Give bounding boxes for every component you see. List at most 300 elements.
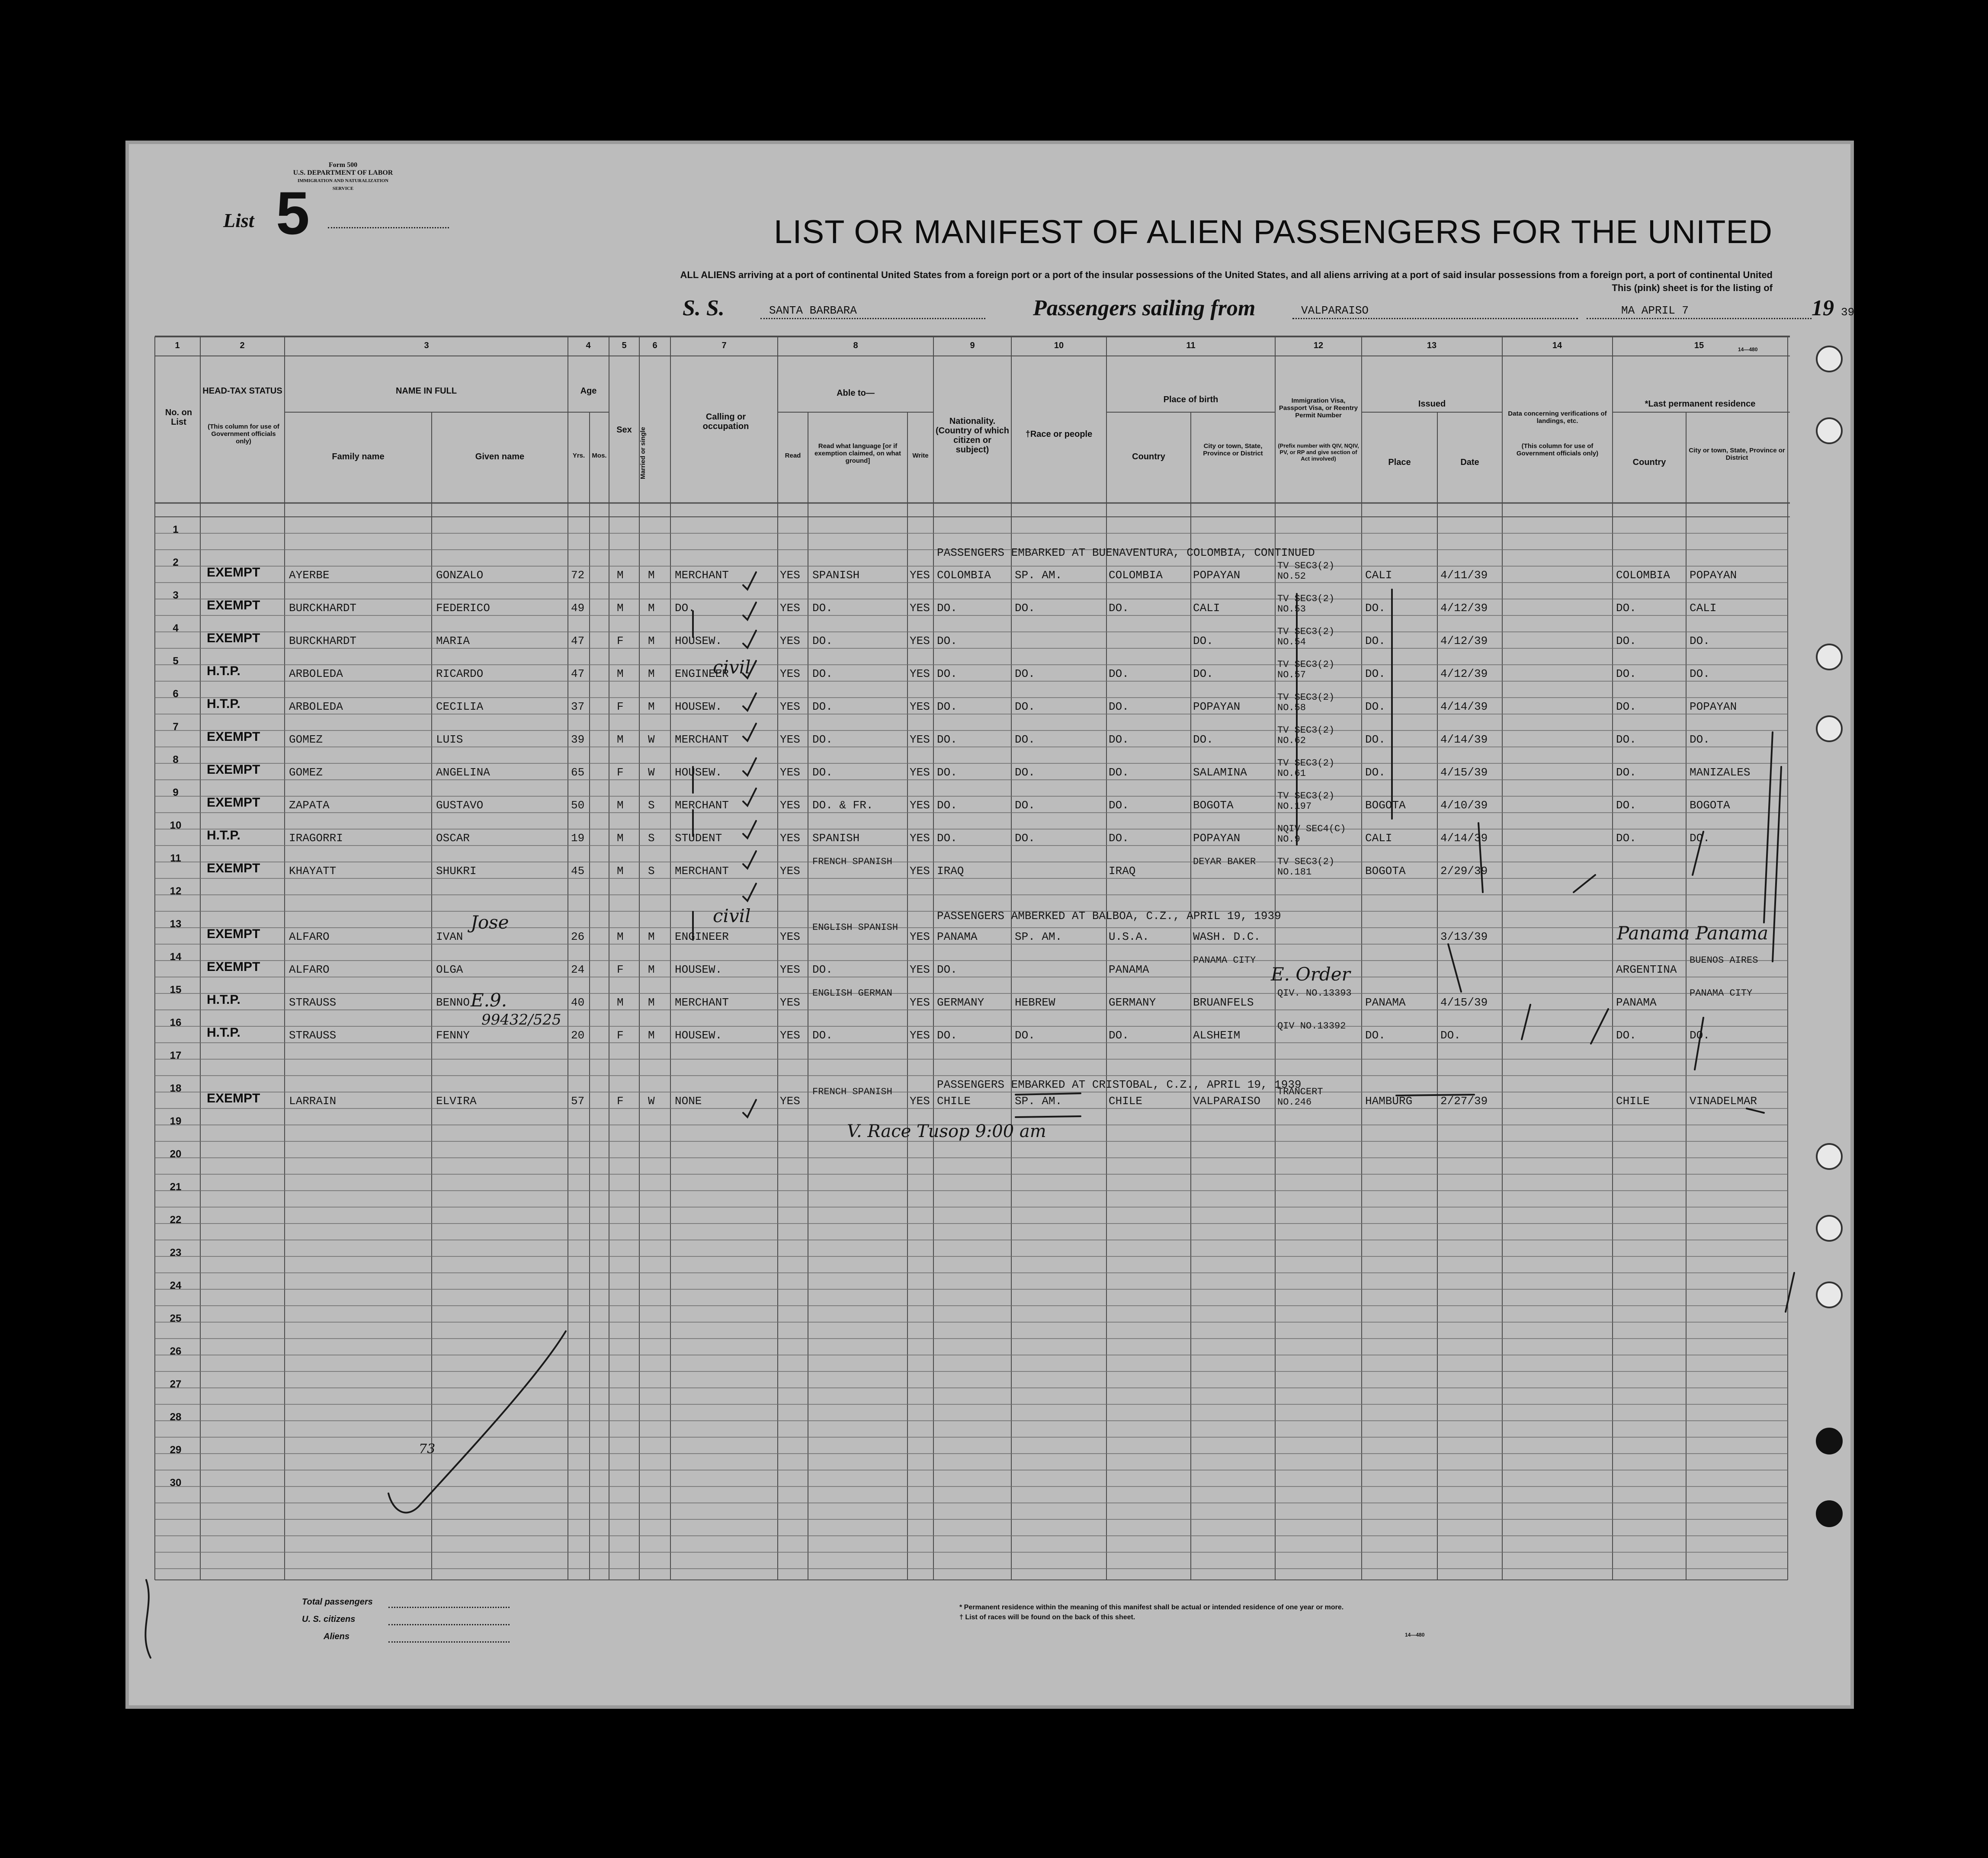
age-years: 72 <box>571 569 585 582</box>
col-number-8: 8 <box>853 341 858 350</box>
row-number: 17 <box>170 1050 182 1061</box>
issued-date: 4/14/39 <box>1440 733 1488 746</box>
birth-country: PANAMA <box>1109 963 1149 976</box>
read-language: FRENCH SPANISH <box>812 1086 892 1097</box>
col-number-7: 7 <box>721 341 727 350</box>
birth-country: DO. <box>1109 832 1129 845</box>
issued-date: 4/15/39 <box>1440 766 1488 779</box>
marital-status: M <box>648 634 655 647</box>
marital-status: M <box>648 569 655 582</box>
residence-city: POPAYAN <box>1690 700 1737 713</box>
marital-status: W <box>648 733 655 746</box>
col-number-11: 11 <box>1186 341 1196 350</box>
issued-date: 4/10/39 <box>1440 799 1488 812</box>
birth-city: POPAYAN <box>1193 832 1241 845</box>
section-note: PASSENGERS EMBARKED AT CRISTOBAL, C.Z., APRIL 19, 1939 <box>937 1078 1302 1091</box>
head-tax-status: EXEMPT <box>207 1091 260 1105</box>
ship-name: SANTA BARBARA <box>769 304 857 317</box>
occupation: DO. <box>675 602 695 615</box>
header-residence-city: City or town, State, Province or District <box>1689 447 1785 461</box>
sex: F <box>617 1029 624 1042</box>
issued-place: CALI <box>1365 832 1392 845</box>
residence-country: DO. <box>1616 799 1636 812</box>
given-name: SHUKRI <box>436 865 477 878</box>
occupation: ENGINEER <box>675 667 729 680</box>
header-age: Age <box>580 386 597 396</box>
header-race: †Race or people <box>1025 429 1093 439</box>
issued-date: DO. <box>1440 1029 1461 1042</box>
can-write: YES <box>910 996 930 1009</box>
read-language: ENGLISH GERMAN <box>812 988 892 999</box>
visa-number: TV SEC3(2) NO.62 <box>1277 725 1335 746</box>
can-read: YES <box>780 766 800 779</box>
department-name: U.S. DEPARTMENT OF LABOR <box>293 169 393 176</box>
service-name: IMMIGRATION AND NATURALIZATION SERVICE <box>297 178 389 191</box>
marital-status: M <box>648 963 655 976</box>
nationality: DO. <box>937 602 957 615</box>
birth-city: DEYAR BAKER <box>1193 856 1256 867</box>
can-write: YES <box>910 569 930 582</box>
marital-status: M <box>648 700 655 713</box>
family-name: BURCKHARDT <box>289 602 357 615</box>
race: DO. <box>1015 733 1035 746</box>
age-years: 47 <box>571 667 585 680</box>
can-write: YES <box>910 766 930 779</box>
row-number: 24 <box>170 1280 182 1291</box>
occupation: ENGINEER <box>675 930 729 943</box>
issued-date: 4/11/39 <box>1440 569 1488 582</box>
occupation: MERCHANT <box>675 996 729 1009</box>
issued-date: 4/12/39 <box>1440 667 1488 680</box>
issued-place: BOGOTA <box>1365 865 1406 878</box>
read-language: DO. <box>812 733 833 746</box>
can-read: YES <box>780 1029 800 1042</box>
col-number-1: 1 <box>175 341 180 350</box>
sex: F <box>617 963 624 976</box>
row-number: 30 <box>170 1477 182 1489</box>
birth-city: CALI <box>1193 602 1220 615</box>
row-number: 14 <box>170 951 182 963</box>
issued-place: DO. <box>1365 634 1385 647</box>
residence-country: DO. <box>1616 832 1636 845</box>
header-issued: Issued <box>1418 399 1446 409</box>
marital-status: M <box>648 996 655 1009</box>
manifest-sheet <box>129 144 1855 1705</box>
year-suffix: 39 <box>1841 306 1855 319</box>
header-birth-city: City or town, State, Province or District <box>1203 442 1263 457</box>
occupation: MERCHANT <box>675 733 729 746</box>
birth-country: DO. <box>1109 1029 1129 1042</box>
head-tax-status: EXEMPT <box>207 631 260 645</box>
header-issued-date: Date <box>1460 458 1479 467</box>
can-write: YES <box>910 700 930 713</box>
residence-country: DO. <box>1616 667 1636 680</box>
given-name: OSCAR <box>436 832 470 845</box>
header-verifications-note: (This column for use of Government officials only) <box>1516 442 1599 457</box>
given-name: FEDERICO <box>436 602 490 615</box>
birth-city: DO. <box>1193 733 1213 746</box>
race: SP. AM. <box>1015 1095 1062 1108</box>
row-number: 4 <box>173 622 179 634</box>
birth-city: VALPARAISO <box>1193 1095 1261 1108</box>
visa-number: TV SEC3(2) NO.181 <box>1277 856 1335 878</box>
nationality: DO. <box>937 634 957 647</box>
subtitle-line-2: This (pink) sheet is for the listing of <box>1612 282 1773 293</box>
age-years: 26 <box>571 930 585 943</box>
handwritten-residence: Panama Panama <box>1617 923 1769 944</box>
read-language: DO. <box>812 700 833 713</box>
residence-city: BUENOS AIRES <box>1690 955 1758 966</box>
issued-place: PANAMA <box>1365 996 1406 1009</box>
header-write: Write <box>912 452 929 459</box>
header-calling: Calling or occupation <box>702 412 749 431</box>
given-name: FENNY <box>436 1029 470 1042</box>
row-number: 2 <box>173 557 179 568</box>
family-name: AYERBE <box>289 569 330 582</box>
race: DO. <box>1015 799 1035 812</box>
list-label: List <box>223 209 254 231</box>
head-tax-status: EXEMPT <box>207 565 260 580</box>
citizens-line <box>388 1624 510 1625</box>
sex: M <box>617 799 624 812</box>
nationality: DO. <box>937 832 957 845</box>
age-years: 40 <box>571 996 585 1009</box>
sex: F <box>617 1095 624 1108</box>
row-number: 3 <box>173 589 179 601</box>
col-number-10: 10 <box>1054 341 1064 350</box>
handwritten-given-name: Jose <box>471 912 509 933</box>
issued-place: CALI <box>1365 569 1392 582</box>
residence-city: DO. <box>1690 733 1710 746</box>
birth-country: CHILE <box>1109 1095 1143 1108</box>
header-name-in-full: NAME IN FULL <box>395 386 457 396</box>
handwritten-occupation: civil <box>713 905 751 926</box>
issued-place: HAMBURG <box>1365 1095 1413 1108</box>
sex: M <box>617 667 624 680</box>
marital-status: M <box>648 930 655 943</box>
header-given-name: Given name <box>475 452 525 461</box>
residence-city: DO. <box>1690 1029 1710 1042</box>
given-name: LUIS <box>436 733 463 746</box>
sex: M <box>617 865 624 878</box>
nationality: PANAMA <box>937 930 978 943</box>
sex: F <box>617 700 624 713</box>
age-years: 20 <box>571 1029 585 1042</box>
read-language: DO. <box>812 1029 833 1042</box>
header-residence-country: Country <box>1632 458 1666 467</box>
given-name: ELVIRA <box>436 1095 477 1108</box>
issued-place: DO. <box>1365 733 1385 746</box>
handwritten-note: E.9. <box>471 990 507 1011</box>
visa-number: QIV NO.13392 <box>1277 1021 1346 1032</box>
section-note: PASSENGERS EMBARKED AT BUENAVENTURA, COLOMBIA, CONTINUED <box>937 546 1315 559</box>
head-tax-status: H.T.P. <box>207 828 240 843</box>
given-name: GONZALO <box>436 569 484 582</box>
occupation: MERCHANT <box>675 799 729 812</box>
head-tax-status: EXEMPT <box>207 598 260 612</box>
occupation: HOUSEW. <box>675 1029 722 1042</box>
issued-date: 4/12/39 <box>1440 634 1488 647</box>
form-code-bottom: 14—480 <box>1405 1632 1425 1638</box>
sex: M <box>617 832 624 845</box>
row-number: 27 <box>170 1378 182 1390</box>
head-tax-status: H.T.P. <box>207 1025 240 1040</box>
age-years: 65 <box>571 766 585 779</box>
can-write: YES <box>910 930 930 943</box>
aliens-label: Aliens <box>324 1632 350 1641</box>
total-passengers-label: Total passengers <box>302 1597 373 1607</box>
can-read: YES <box>780 799 800 812</box>
footnote-races: † List of races will be found on the back of this sheet. <box>959 1614 1135 1621</box>
family-name: ARBOLEDA <box>289 700 343 713</box>
nationality: CHILE <box>937 1095 971 1108</box>
can-read: YES <box>780 865 800 878</box>
given-name: ANGELINA <box>436 766 490 779</box>
birth-city: ALSHEIM <box>1193 1029 1241 1042</box>
birth-city: DO. <box>1193 667 1213 680</box>
row-number: 29 <box>170 1444 182 1456</box>
section-note: PASSENGERS AMBERKED AT BALBOA, C.Z., APRIL 19, 1939 <box>937 910 1281 923</box>
row-number: 6 <box>173 688 179 700</box>
marital-status: S <box>648 799 655 812</box>
header-verifications: Data concerning verifications of landings, etc. <box>1508 410 1607 425</box>
header-head-tax: HEAD-TAX STATUS <box>202 386 282 396</box>
row-number: 23 <box>170 1247 182 1259</box>
row-number: 5 <box>173 655 179 667</box>
age-years: 45 <box>571 865 585 878</box>
occupation: NONE <box>675 1095 702 1108</box>
header-age-mos: Mos. <box>592 452 607 459</box>
can-write: YES <box>910 602 930 615</box>
can-write: YES <box>910 1029 930 1042</box>
header-family-name: Family name <box>332 452 385 461</box>
row-number: 1 <box>173 524 179 535</box>
birth-country: IRAQ <box>1109 865 1136 878</box>
race: DO. <box>1015 832 1035 845</box>
issued-date: 4/14/39 <box>1440 700 1488 713</box>
residence-country: DO. <box>1616 602 1636 615</box>
can-write: YES <box>910 832 930 845</box>
row-number: 7 <box>173 721 179 733</box>
can-read: YES <box>780 667 800 680</box>
residence-country: DO. <box>1616 634 1636 647</box>
col-number-14: 14 <box>1552 341 1562 350</box>
read-language: DO. <box>812 634 833 647</box>
issued-date: 3/13/39 <box>1440 930 1488 943</box>
col-number-6: 6 <box>652 341 657 350</box>
residence-country: DO. <box>1616 700 1636 713</box>
manifest-grid <box>129 144 1850 1705</box>
birth-city: DO. <box>1193 634 1213 647</box>
sex: M <box>617 602 624 615</box>
handwritten-signature: V. Race Tusop 9:00 am <box>847 1121 1046 1141</box>
issued-place: BOGOTA <box>1365 799 1406 812</box>
row-number: 16 <box>170 1017 182 1028</box>
race: SP. AM. <box>1015 930 1062 943</box>
issued-place: DO. <box>1365 700 1385 713</box>
residence-city: DO. <box>1690 667 1710 680</box>
can-write: YES <box>910 634 930 647</box>
family-name: GOMEZ <box>289 766 323 779</box>
residence-city: PANAMA CITY <box>1690 988 1753 999</box>
head-tax-status: EXEMPT <box>207 960 260 974</box>
col-number-13: 13 <box>1427 341 1437 350</box>
col-number-3: 3 <box>424 341 429 350</box>
birth-city: POPAYAN <box>1193 700 1241 713</box>
us-citizens-label: U. S. citizens <box>302 1615 356 1624</box>
row-number: 15 <box>170 984 182 996</box>
form-number: Form 500 <box>328 161 358 169</box>
given-name: RICARDO <box>436 667 484 680</box>
header-age-yrs: Yrs. <box>572 452 585 459</box>
race: SP. AM. <box>1015 569 1062 582</box>
age-years: 24 <box>571 963 585 976</box>
birth-country: DO. <box>1109 733 1129 746</box>
row-number: 19 <box>170 1115 182 1127</box>
nationality: DO. <box>937 766 957 779</box>
head-tax-status: H.T.P. <box>207 664 240 678</box>
birth-city: PANAMA CITY <box>1193 955 1256 966</box>
family-name: ALFARO <box>289 963 330 976</box>
residence-country: DO. <box>1616 733 1636 746</box>
can-read: YES <box>780 602 800 615</box>
residence-country: PANAMA <box>1616 996 1657 1009</box>
head-tax-status: EXEMPT <box>207 927 260 941</box>
can-read: YES <box>780 930 800 943</box>
header-visa: Immigration Visa, Passport Visa, or Reentry Permit Number <box>1279 397 1358 419</box>
residence-country: CHILE <box>1616 1095 1650 1108</box>
can-read: YES <box>780 569 800 582</box>
issued-place: DO. <box>1365 602 1385 615</box>
birth-city: POPAYAN <box>1193 569 1241 582</box>
read-language: SPANISH <box>812 569 860 582</box>
family-name: BURCKHARDT <box>289 634 357 647</box>
read-language: FRENCH SPANISH <box>812 856 892 867</box>
row-number: 13 <box>170 918 182 930</box>
family-name: KHAYATT <box>289 865 337 878</box>
occupation: MERCHANT <box>675 569 729 582</box>
given-name: CECILIA <box>436 700 484 713</box>
issued-date: 2/29/39 <box>1440 865 1488 878</box>
sex: M <box>617 569 624 582</box>
header-issued-place: Place <box>1388 458 1411 467</box>
row-number: 25 <box>170 1313 182 1324</box>
marital-status: M <box>648 667 655 680</box>
family-name: LARRAIN <box>289 1095 337 1108</box>
nationality: DO. <box>937 1029 957 1042</box>
age-years: 57 <box>571 1095 585 1108</box>
col-number-5: 5 <box>622 341 627 350</box>
header-able-to: Able to— <box>837 388 875 398</box>
header-nationality: Nationality. (Country of which citizen or subject) <box>936 416 1009 455</box>
can-write: YES <box>910 865 930 878</box>
sex: M <box>617 930 624 943</box>
residence-country: DO. <box>1616 766 1636 779</box>
nationality: IRAQ <box>937 865 964 878</box>
read-language: DO. <box>812 602 833 615</box>
header-place-of-birth: Place of birth <box>1163 395 1218 404</box>
header-married: Married or single <box>639 427 647 480</box>
can-read: YES <box>780 963 800 976</box>
age-years: 37 <box>571 700 585 713</box>
head-tax-status: H.T.P. <box>207 993 240 1007</box>
can-read: YES <box>780 1095 800 1108</box>
visa-number: TV SEC3(2) NO.197 <box>1277 791 1335 812</box>
family-name: STRAUSS <box>289 1029 337 1042</box>
col-number-4: 4 <box>586 341 591 350</box>
sex: M <box>617 996 624 1009</box>
header-sex: Sex <box>616 425 632 435</box>
read-language: DO. & FR. <box>812 799 873 812</box>
birth-country: DO. <box>1109 766 1129 779</box>
handwritten-note: 99432/525 <box>481 1011 561 1028</box>
sex: F <box>617 634 624 647</box>
visa-number: TV SEC3(2) NO.54 <box>1277 626 1335 647</box>
occupation: HOUSEW. <box>675 963 722 976</box>
residence-country: COLOMBIA <box>1616 569 1670 582</box>
nationality: DO. <box>937 667 957 680</box>
sex: M <box>617 733 624 746</box>
family-name: GOMEZ <box>289 733 323 746</box>
header-read: Read <box>785 452 801 459</box>
marital-status: M <box>648 1029 655 1042</box>
row-number: 21 <box>170 1181 182 1193</box>
birth-country: DO. <box>1109 602 1129 615</box>
marital-status: M <box>648 602 655 615</box>
issued-date: 4/12/39 <box>1440 602 1488 615</box>
issued-date: 4/15/39 <box>1440 996 1488 1009</box>
header-no-on-list: No. on List <box>165 408 192 427</box>
visa-number: TRANCERT NO.246 <box>1277 1086 1323 1108</box>
given-name: GUSTAVO <box>436 799 484 812</box>
birth-city: WASH. D.C. <box>1193 930 1261 943</box>
read-language: ENGLISH SPANISH <box>812 922 898 933</box>
form-code-top: 14—480 <box>1738 346 1758 352</box>
birth-country: COLOMBIA <box>1109 569 1163 582</box>
list-number: 5 <box>276 179 310 247</box>
race: DO. <box>1015 602 1035 615</box>
header-birth-country: Country <box>1132 452 1165 461</box>
read-language: SPANISH <box>812 832 860 845</box>
visa-number: TV SEC3(2) NO.58 <box>1277 692 1335 713</box>
issued-place: DO. <box>1365 766 1385 779</box>
row-number: 9 <box>173 787 179 798</box>
residence-country: DO. <box>1616 1029 1636 1042</box>
nationality: DO. <box>937 733 957 746</box>
family-name: ARBOLEDA <box>289 667 343 680</box>
nationality: GERMANY <box>937 996 984 1009</box>
nationality: DO. <box>937 799 957 812</box>
row-number: 11 <box>170 852 181 864</box>
row-number: 18 <box>170 1083 182 1094</box>
given-name: OLGA <box>436 963 463 976</box>
col-number-9: 9 <box>970 341 975 350</box>
visa-number: NQIV SEC4(C) NO.9 <box>1277 823 1346 845</box>
handwritten-visa-note: E. Order <box>1271 964 1350 985</box>
age-years: 39 <box>571 733 585 746</box>
row-number: 28 <box>170 1411 182 1423</box>
occupation: HOUSEW. <box>675 766 722 779</box>
family-name: IRAGORRI <box>289 832 343 845</box>
given-name: BENNO <box>436 996 470 1009</box>
residence-city: CALI <box>1690 602 1717 615</box>
head-tax-status: EXEMPT <box>207 861 260 875</box>
age-years: 49 <box>571 602 585 615</box>
residence-country: ARGENTINA <box>1616 963 1677 976</box>
row-number: 10 <box>170 820 182 831</box>
birth-city: SALAMINA <box>1193 766 1247 779</box>
birth-city: BOGOTA <box>1193 799 1234 812</box>
